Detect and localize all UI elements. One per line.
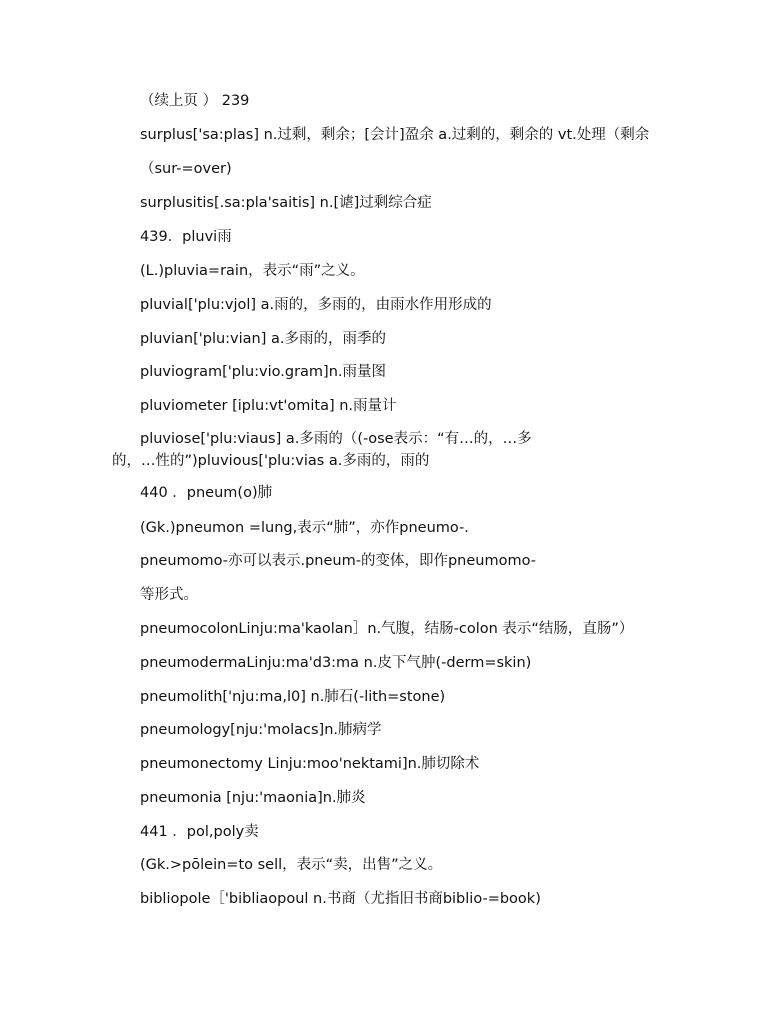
text-line: pneumocolonLinju:ma'kaolan］n.气腹，结肠-colon 表示“结肠，直肠”） <box>140 621 634 637</box>
text-line: pneumonia [nju:'maonia]n.肺炎 <box>140 790 366 806</box>
text-line: 等形式。 <box>140 587 198 603</box>
text-line: （续上页 ） 239 <box>140 93 250 109</box>
text-line: （sur-=over) <box>140 161 232 177</box>
text-line: pluviometer [iplu:vt'omita] n.雨量计 <box>140 398 397 414</box>
text-line: (Gk.>pōlein=to sell，表示“卖，出售”之义。 <box>140 857 443 873</box>
text-line: surplusitis[.sa:pla'saitis] n.[谑]过剩综合症 <box>140 195 432 211</box>
text-line: pluvian['plu:vian] a.多雨的，雨季的 <box>140 331 387 347</box>
text-line: pneumomo-亦可以表示.pneum-的变体，即作pneumomo- <box>140 553 536 569</box>
text-line: pneumodermaLinju:ma'd3:ma n.皮下气肿(-derm=skin) <box>140 655 532 671</box>
section-heading: 439．pluvi雨 <box>140 229 232 245</box>
text-paragraph: pluviose['plu:viaus] a.多雨的（(-ose表示：“有…的，…多的，…性的”)pluvious['plu:vias a.多雨的，雨的 <box>112 431 532 469</box>
text-line: pluvial['plu:vjol] a.雨的，多雨的，由雨水作用形成的 <box>140 297 492 313</box>
section-heading: 441 ．pol,poly卖 <box>140 824 259 840</box>
text-line: bibliopole［'bibliaopoul n.书商（尤指旧书商biblio-=book) <box>140 891 541 907</box>
section-heading: 440 ．pneum(o)肺 <box>140 485 273 501</box>
text-line: surplus['sa:plas] n.过剩，剩余；[会计]盈余 a.过剩的，剩余的 vt.处理（剩余 <box>140 127 650 143</box>
text-line: pneumolith['nju:ma,l0] n.肺石(-lith=stone) <box>140 689 446 705</box>
text-line: pneumonectomy Linju:moo'nektami]n.肺切除术 <box>140 756 480 772</box>
text-line: pneumology[nju:'molacs]n.肺病学 <box>140 722 382 738</box>
text-line: (L.)pluvia=rain，表示“雨”之义。 <box>140 263 365 279</box>
text-line: pluviogram['plu:vio.gram]n.雨量图 <box>140 364 386 380</box>
text-line: (Gk.)pneumon =lung,表示“肺”，亦作pneumo-. <box>140 520 469 536</box>
